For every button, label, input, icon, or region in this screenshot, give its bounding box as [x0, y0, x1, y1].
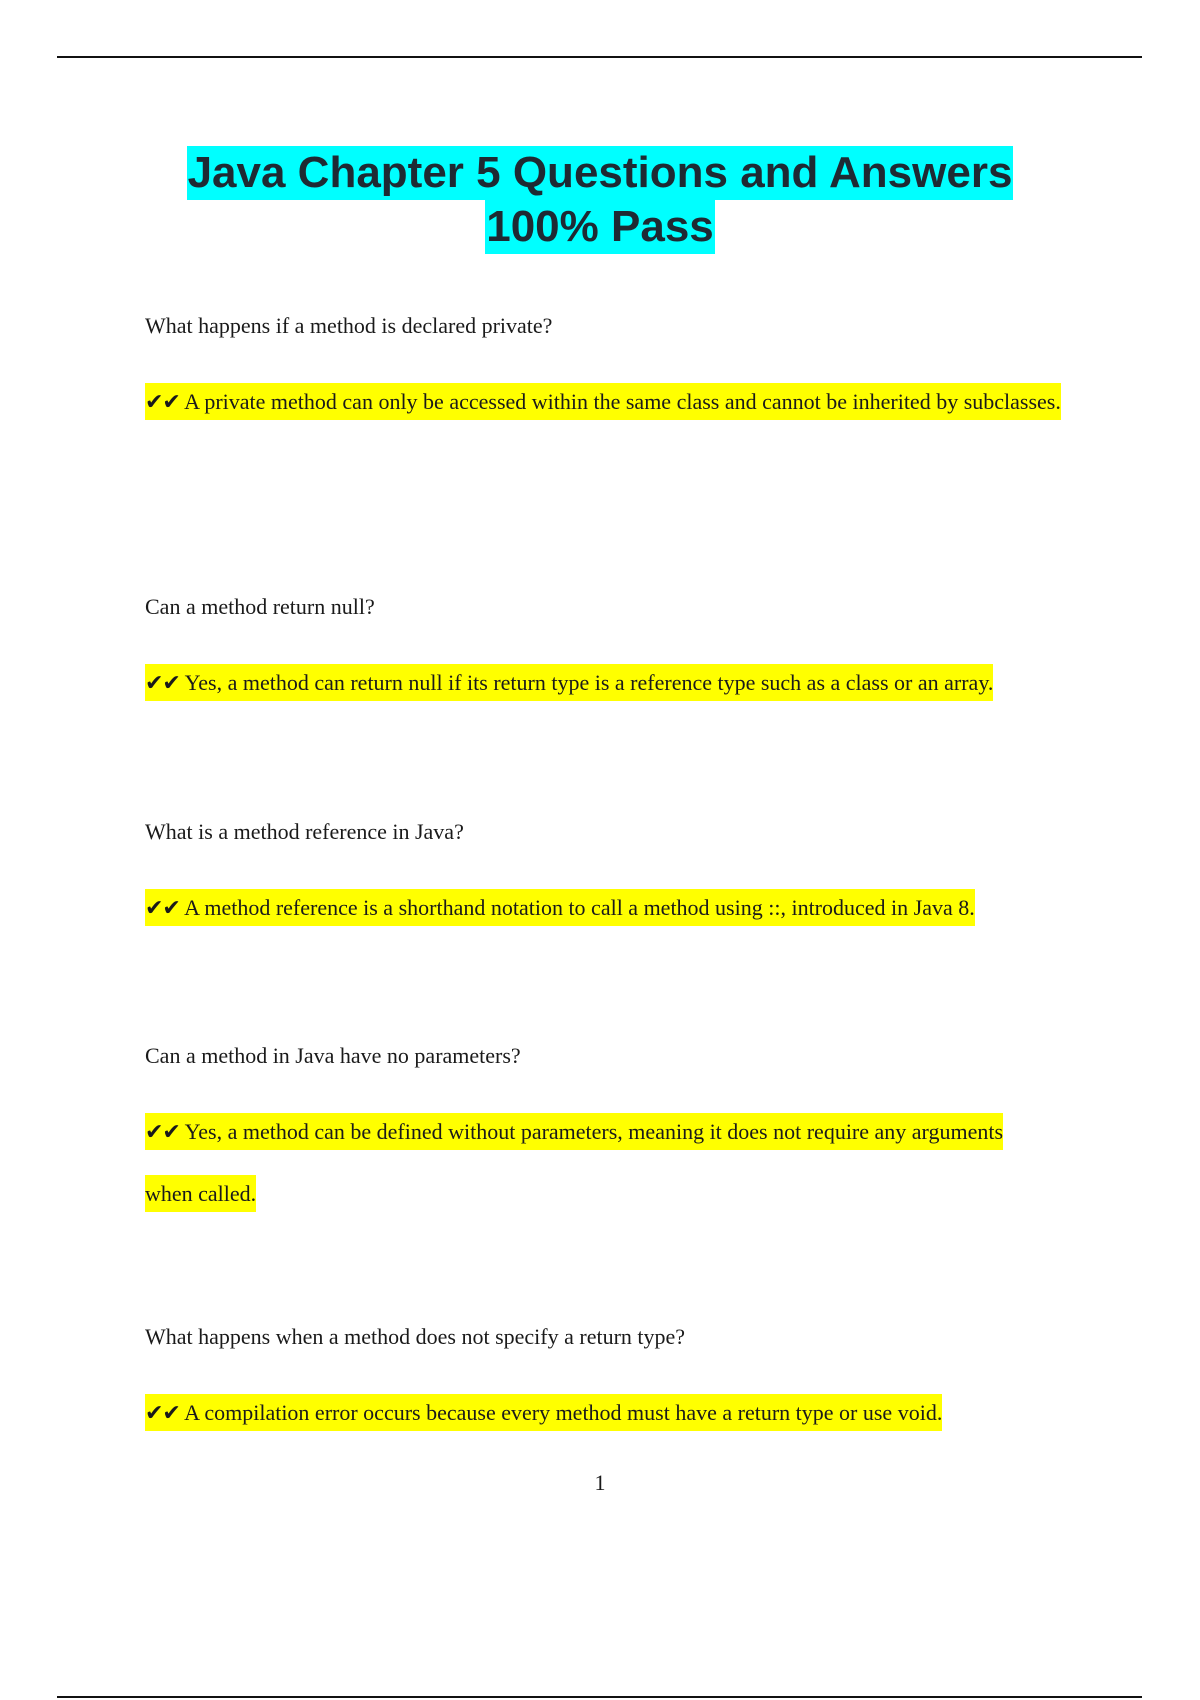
- title-line-2: 100% Pass: [485, 200, 715, 254]
- question-text: What is a method reference in Java?: [145, 819, 464, 844]
- answer-highlight: [145, 383, 1061, 420]
- double-check-icon: ✔✔: [145, 896, 180, 921]
- answer-highlight: [145, 889, 975, 926]
- bottom-rule: [57, 1696, 1142, 1698]
- title-line-1: Java Chapter 5 Questions and Answers: [187, 146, 1014, 200]
- qa-item-2: [145, 592, 1085, 714]
- answer-highlight: [145, 1394, 942, 1431]
- double-check-icon: ✔✔: [145, 671, 180, 696]
- qa-item-4: [145, 1041, 1085, 1224]
- answer-body: Yes, a method can return null if its return type is a reference type such as a class or an array.: [184, 670, 994, 695]
- answer-text: [145, 1101, 1005, 1224]
- answer-highlight: [145, 664, 993, 701]
- question-text: What happens when a method does not specify a return type?: [145, 1324, 686, 1349]
- question-text: Can a method return null?: [145, 594, 375, 619]
- answer-body: A compilation error occurs because every method must have a return type or use void.: [184, 1400, 943, 1425]
- question-text: What happens if a method is declared private?: [145, 313, 553, 338]
- answer-body: Yes, a method can be defined without parameters, meaning it does not require any arguments when called.: [145, 1119, 1004, 1206]
- answer-body: A method reference is a shorthand notation to call a method using ::, introduced in Java 8.: [184, 895, 975, 920]
- document-title: [0, 146, 1200, 254]
- page-number: 1: [594, 1470, 606, 1495]
- answer-body: A private method can only be accessed within the same class and cannot be inherited by subclasses.: [184, 389, 1061, 414]
- answer-text: [145, 1382, 1085, 1444]
- qa-item-1: [145, 311, 1085, 433]
- double-check-icon: ✔✔: [145, 390, 180, 415]
- top-rule: [57, 56, 1142, 58]
- qa-item-3: [145, 817, 1085, 939]
- question-text: Can a method in Java have no parameters?: [145, 1043, 521, 1068]
- answer-highlight: [145, 1113, 1003, 1212]
- qa-item-5: [145, 1322, 1085, 1444]
- double-check-icon: ✔✔: [145, 1120, 180, 1145]
- double-check-icon: ✔✔: [145, 1401, 180, 1426]
- answer-text: [145, 371, 1065, 433]
- answer-text: [145, 652, 1105, 714]
- answer-text: [145, 877, 1085, 939]
